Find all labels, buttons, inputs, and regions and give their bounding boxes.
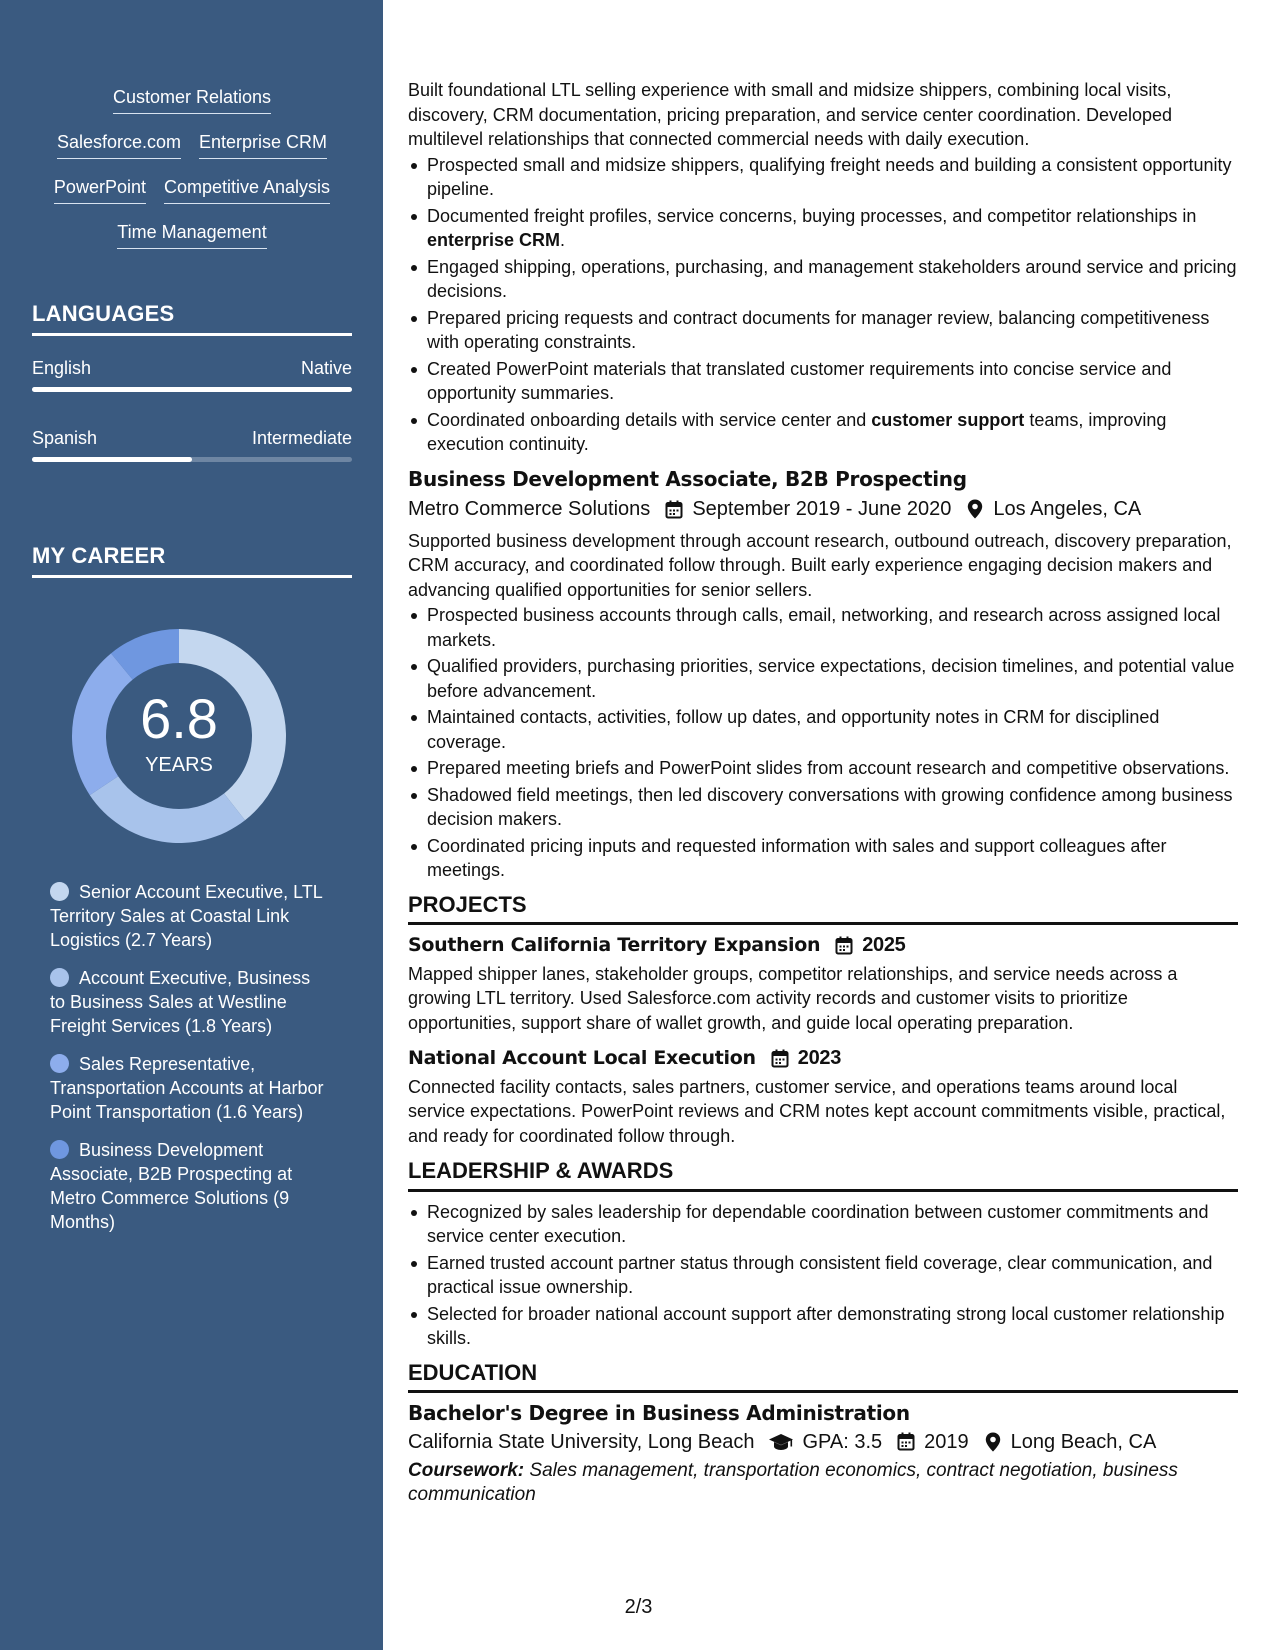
- language-level: Intermediate: [251, 428, 352, 448]
- project-title-row: [408, 1046, 1238, 1071]
- language-bar: [32, 387, 352, 392]
- bullet-text: Coordinated onboarding details with service center and: [427, 409, 872, 430]
- school-name: California State University, Long Beach: [408, 1430, 755, 1453]
- graduation-year: 2019: [924, 1430, 969, 1453]
- career-item-text: Business Development Associate, B2B Prospecting at Metro Commerce Solutions (9 Months): [50, 1140, 293, 1232]
- education-meta: [408, 1430, 1238, 1455]
- career-total-years: 6.8: [140, 687, 218, 750]
- career-total-unit: YEARS: [145, 754, 213, 776]
- bullet-bold-text: enterprise CRM: [427, 230, 561, 250]
- calendar-icon: [834, 935, 854, 955]
- career-item: [50, 966, 330, 1038]
- project-title: National Account Local Execution: [408, 1047, 756, 1069]
- legend-dot: [50, 968, 69, 987]
- degree-title: Bachelor's Degree in Business Administration: [408, 1401, 910, 1425]
- skill-tag: Competitive Analysis: [164, 176, 330, 204]
- bullet-item: Prospected business accounts through calls, email, networking, and research across assigned local markets.: [408, 603, 1238, 652]
- career-donut-chart: [64, 621, 294, 851]
- bullet-item: Coordinated pricing inputs and requested information with sales and support colleagues after meetings.: [408, 834, 1238, 883]
- language-bar: [32, 457, 352, 462]
- bullet-item: Engaged shipping, operations, purchasing, and management stakeholders around service and pricing decisions.: [408, 255, 1238, 304]
- job-location: Los Angeles, CA: [993, 498, 1142, 520]
- languages-heading: LANGUAGES: [32, 301, 352, 336]
- job-dates: September 2019 - June 2020: [692, 498, 952, 520]
- location-pin-icon: [983, 1432, 1003, 1452]
- career-item-text: Account Executive, Business to Business Sales at Westline Freight Services (1.8 Years): [50, 968, 311, 1036]
- career-item-text: Senior Account Executive, LTL Territory Sales at Coastal Link Logistics (2.7 Years): [50, 882, 323, 950]
- bullet-text: Documented freight profiles, service concerns, buying processes, and competitor relationships in: [427, 205, 1197, 226]
- bullet-bold-text: customer support: [871, 409, 1025, 430]
- skill-tag: PowerPoint: [54, 176, 146, 204]
- project-year: 2025: [862, 934, 906, 956]
- language-name: English: [32, 358, 92, 378]
- graduation-cap-icon: [768, 1432, 794, 1452]
- sidebar: [0, 0, 383, 1650]
- bullet-item: Prepared meeting briefs and PowerPoint slides from account research and competitive observations.: [408, 756, 1238, 781]
- career-item: [50, 880, 330, 952]
- donut-center: [64, 621, 294, 851]
- skill-tag: Time Management: [117, 221, 266, 249]
- career-item: [50, 1052, 330, 1124]
- legend-dot: [50, 1054, 69, 1073]
- project-description: Connected facility contacts, sales partners, customer service, and operations teams around local service expectations. PowerPoint reviews and CRM notes kept account commitments visible, practical, and ready for coordinated follow through.: [408, 1076, 1226, 1146]
- job-meta: [408, 497, 1238, 522]
- language-level: Native: [300, 358, 352, 378]
- leadership-bullets: [408, 1200, 1238, 1351]
- education-heading: EDUCATION: [408, 1361, 1238, 1394]
- bullet-item: Shadowed field meetings, then led discovery conversations with growing confidence among business decision makers.: [408, 783, 1238, 832]
- job-summary: Supported business development through account research, outbound outreach, discovery preparation, CRM accuracy, and coordinated follow through. Built early experience engaging decision makers and advancing qualified opportunities for senior sellers.: [408, 530, 1232, 600]
- school-location: Long Beach, CA: [1010, 1430, 1157, 1453]
- skill-row: [32, 176, 352, 221]
- bullet-item: Qualified providers, purchasing priorities, service expectations, decision timelines, and potential value before advancement.: [408, 654, 1238, 703]
- bullet-text: .: [560, 230, 566, 250]
- bullet-item: [408, 204, 1238, 253]
- bullet-item: Selected for broader national account support after demonstrating strong local customer relationship skills.: [408, 1302, 1238, 1351]
- bullet-item: Created PowerPoint materials that translated customer requirements into concise service and opportunity summaries.: [408, 357, 1238, 406]
- career-item: [50, 1138, 330, 1234]
- calendar-icon: [770, 1048, 790, 1068]
- job-summary: Built foundational LTL selling experience with small and midsize shippers, combining local visits, discovery, CRM documentation, pricing preparation, and service center coordination. Developed multilevel relationships that connected commercial needs with daily execution.: [408, 80, 1173, 149]
- skill-row: [32, 131, 352, 176]
- career-item-text: Sales Representative, Transportation Accounts at Harbor Point Transportation (1.6 Years): [50, 1054, 324, 1122]
- skill-row: [32, 86, 352, 131]
- project-title: Southern California Territory Expansion: [408, 934, 821, 956]
- language-bar-fill: [32, 387, 352, 392]
- bullet-text: teams, improving execution continuity.: [427, 409, 1167, 454]
- page-number: 2/3: [624, 1596, 653, 1618]
- legend-dot: [50, 1140, 69, 1159]
- skill-tag: Enterprise CRM: [199, 131, 327, 159]
- language-spanish: [32, 428, 352, 462]
- bullet-item: Recognized by sales leadership for dependable coordination between customer commitments and service center execution.: [408, 1200, 1238, 1249]
- project-description: Mapped shipper lanes, stakeholder groups, competitor relationships, and service needs across a growing LTL territory. Used Salesforce.com activity records and customer visits to prioritize opportunities, support share of wallet growth, and guide local operating preparation.: [408, 963, 1178, 1033]
- bullet-item: Prospected small and midsize shippers, qualifying freight needs and building a consistent opportunity pipeline.: [408, 153, 1238, 202]
- coursework-text: Sales management, transportation economics, contract negotiation, business communication: [408, 1460, 1178, 1505]
- job-bullets: [408, 603, 1238, 883]
- language-name: Spanish: [32, 428, 98, 448]
- calendar-icon: [896, 1432, 916, 1452]
- gpa: GPA: 3.5: [802, 1430, 883, 1453]
- leadership-heading: LEADERSHIP & AWARDS: [408, 1159, 1238, 1192]
- bullet-item: Maintained contacts, activities, follow up dates, and opportunity notes in CRM for disciplined coverage.: [408, 705, 1238, 754]
- language-bar-fill: [32, 457, 192, 462]
- career-heading: MY CAREER: [32, 543, 352, 578]
- projects-heading: PROJECTS: [408, 893, 1238, 926]
- career-list: [50, 880, 330, 1248]
- skills-list: [32, 86, 352, 266]
- coursework-label: Coursework:: [408, 1460, 525, 1481]
- bullet-item: Earned trusted account partner status through consistent field coverage, clear communication, and practical issue ownership.: [408, 1251, 1238, 1300]
- job-title: Business Development Associate, B2B Prospecting: [408, 466, 967, 491]
- bullet-item: [408, 408, 1238, 457]
- coursework: [408, 1459, 1238, 1507]
- main-content: [408, 78, 1238, 1507]
- legend-dot: [50, 882, 69, 901]
- skill-tag: Customer Relations: [113, 86, 271, 114]
- bullet-item: Prepared pricing requests and contract documents for manager review, balancing competitiveness with operating constraints.: [408, 306, 1238, 355]
- job-company: Metro Commerce Solutions: [408, 498, 651, 520]
- language-english: [32, 358, 352, 392]
- skill-row: [32, 221, 352, 266]
- project-title-row: [408, 933, 1238, 958]
- calendar-icon: [664, 499, 684, 519]
- skill-tag: Salesforce.com: [57, 131, 181, 159]
- location-pin-icon: [965, 499, 985, 519]
- job-bullets: [408, 153, 1238, 457]
- project-year: 2023: [797, 1047, 842, 1069]
